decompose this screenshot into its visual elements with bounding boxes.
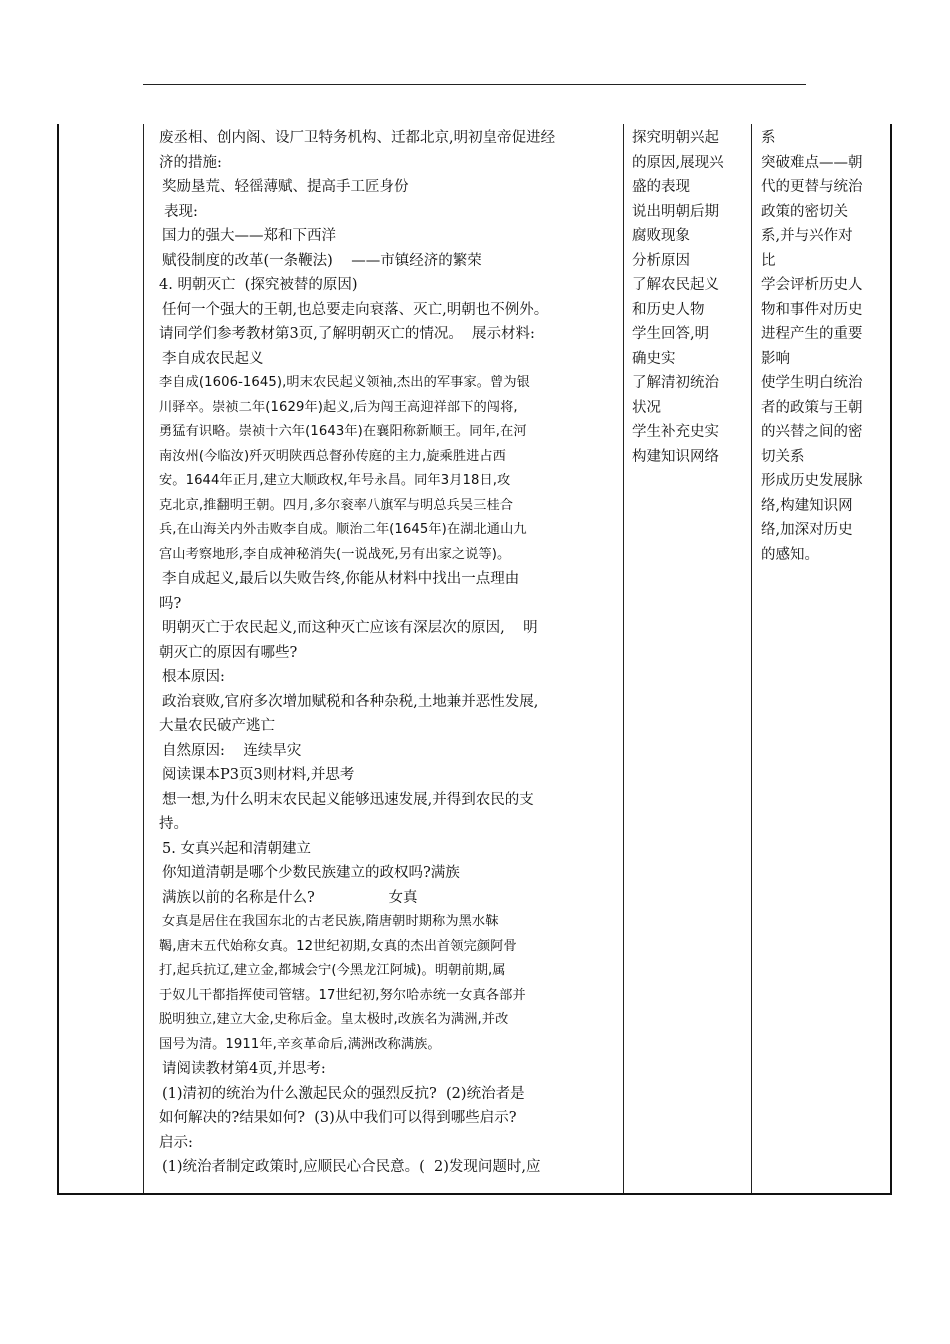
text-line: 李自成起义,最后以失败告终,你能从材料中找出一点理由 xyxy=(162,571,520,587)
text-line: 你知道清朝是哪个少数民族建立的政权吗?满族 xyxy=(162,865,460,881)
material-line: 脱明独立,建立大金,史称后金。皇太极时,改族名为满洲,并改 xyxy=(159,1012,509,1027)
material-line: 安。1644年正月,建立大顺政权,年号永昌。同年3月18日,攻 xyxy=(159,473,511,488)
text-line: 想一想,为什么明末农民起义能够迅速发展,并得到农民的支 xyxy=(162,791,534,808)
goal-line: 物和事件对历史 xyxy=(761,301,863,318)
header-rule xyxy=(143,84,806,85)
material-line: 克北京,推翻明王朝。四月,多尔衮率八旗军与明总兵吴三桂合 xyxy=(159,497,514,513)
goal-line: 代的更替与统治 xyxy=(761,179,863,195)
text-line: 请同学们参考教材第3页,了解明朝灭亡的情况。 展示材料: xyxy=(159,326,535,342)
activity-line: 学生回答,明 xyxy=(632,326,710,342)
goal-line: 突破难点——朝 xyxy=(761,154,863,171)
goal-line: 的感知。 xyxy=(761,546,819,563)
column-divider-1 xyxy=(143,124,144,1195)
text-line: (1)清初的统治为什么激起民众的强烈反抗? (2)统治者是 xyxy=(162,1085,525,1102)
goal-line: 系,并与兴作对 xyxy=(761,228,853,244)
activity-line: 说出明朝后期 xyxy=(632,203,719,220)
goal-line: 形成历史发展脉 xyxy=(761,473,863,489)
text-line: 济的措施: xyxy=(159,154,222,171)
material-line: 打,起兵抗辽,建立金,都城会宁(今黑龙江阿城)。明朝前期,属 xyxy=(159,963,506,978)
goal-line: 络,构建知识网 xyxy=(761,497,853,514)
activity-line: 探究明朝兴起 xyxy=(632,130,719,146)
design-intent-column xyxy=(761,126,886,567)
table-border-bottom xyxy=(57,1193,892,1195)
text-line: 任何一个强大的王朝,也总要走向衰落、灭亡,明朝也不例外。 xyxy=(162,301,549,318)
text-line: 大量农民破产逃亡 xyxy=(159,718,275,734)
text-line: 政治衰败,官府多次增加赋税和各种杂税,土地兼并恶性发展, xyxy=(162,693,539,710)
goal-line: 影响 xyxy=(761,350,790,367)
text-line: 国力的强大——郑和下西洋 xyxy=(162,228,336,244)
text-line: 奖励垦荒、轻徭薄赋、提高手工匠身份 xyxy=(162,179,409,195)
material-line: 勇猛有识略。崇祯十六年(1643年)在襄阳称新顺王。同年,在河 xyxy=(159,424,527,439)
section-heading: 4. 明朝灭亡 (探究被替的原因) xyxy=(159,277,358,293)
activity-line: 腐败现象 xyxy=(632,228,690,244)
text-line: 启示: xyxy=(159,1134,193,1151)
text-line: 根本原因: xyxy=(162,669,225,685)
activity-line: 了解农民起义 xyxy=(632,277,719,293)
text-line: 废丞相、创内阁、设厂卫特务机构、迁都北京,明初皇帝促进经 xyxy=(159,130,556,146)
text-line: 明朝灭亡于农民起义,而这种灭亡应该有深层次的原因, 明 xyxy=(162,620,538,636)
text-line: 自然原因: 连续旱灾 xyxy=(162,742,302,759)
goal-line: 使学生明白统治 xyxy=(761,375,863,391)
goal-line: 络,加深对历史 xyxy=(761,522,853,538)
goal-line: 系 xyxy=(761,130,776,146)
activity-line: 盛的表现 xyxy=(632,179,690,195)
activity-line: 状况 xyxy=(632,399,661,416)
material-line: 于奴儿干都指挥使司管辖。17世纪初,努尔哈赤统一女真各部并 xyxy=(159,987,526,1003)
material-line: 宫山考察地形,李自成神秘消失(一说战死,另有出家之说等)。 xyxy=(159,546,511,562)
activity-line: 了解清初统治 xyxy=(632,375,719,391)
text-line: 吗? xyxy=(159,595,182,612)
activity-line: 分析原因 xyxy=(632,252,690,269)
student-activity-column xyxy=(632,126,747,469)
text-line: (1)统治者制定政策时,应顺民心合民意。( 2)发现问题时,应 xyxy=(162,1159,541,1175)
table-border-right xyxy=(890,124,892,1195)
goal-line: 进程产生的重要 xyxy=(761,326,863,342)
text-line: 持。 xyxy=(159,816,188,832)
material-line: 鞨,唐末五代始称女真。12世纪初期,女真的杰出首领完颜阿骨 xyxy=(159,938,517,954)
text-line: 赋役制度的改革(一条鞭法) ——市镇经济的繁荣 xyxy=(162,252,482,269)
lesson-table xyxy=(57,124,892,1195)
goal-line: 学会评析历史人 xyxy=(761,277,863,293)
text-line: 表现: xyxy=(164,203,198,220)
material-line: 南汝州(今临汝)歼灭明陕西总督孙传庭的主力,旋乘胜进占西 xyxy=(159,448,506,464)
goal-line: 比 xyxy=(761,252,776,269)
text-line: 满族以前的名称是什么? 女真 xyxy=(162,889,418,906)
activity-line: 学生补充史实 xyxy=(632,424,719,440)
text-line: 朝灭亡的原因有哪些? xyxy=(159,644,298,661)
material-title: 李自成农民起义 xyxy=(162,350,264,367)
goal-line: 政策的密切关 xyxy=(761,203,848,220)
teaching-content-column xyxy=(159,126,619,1180)
column-divider-2 xyxy=(623,124,624,1195)
material-line: 李自成(1606-1645),明末农民起义领袖,杰出的军事家。曾为银 xyxy=(159,375,530,390)
material-line: 川驿卒。崇祯二年(1629年)起义,后为闯王高迎祥部下的闯将, xyxy=(159,399,518,415)
activity-line: 确史实 xyxy=(632,350,676,367)
text-line: 阅读课本P3页3则材料,并思考 xyxy=(162,767,355,783)
section-heading: 5. 女真兴起和清朝建立 xyxy=(162,840,311,857)
activity-line: 的原因,展现兴 xyxy=(632,154,724,171)
goal-line: 者的政策与王朝 xyxy=(761,399,863,416)
activity-line: 构建知识网络 xyxy=(632,448,719,465)
material-line: 兵,在山海关内外击败李自成。顺治二年(1645年)在湖北通山九 xyxy=(159,522,527,537)
material-line: 女真是居住在我国东北的古老民族,隋唐朝时期称为黑水靺 xyxy=(162,914,499,929)
material-line: 国号为清。1911年,辛亥革命后,满洲改称满族。 xyxy=(159,1036,441,1052)
table-border-left xyxy=(57,124,59,1195)
goal-line: 的兴替之间的密 xyxy=(761,424,863,440)
goal-line: 切关系 xyxy=(761,448,805,465)
column-divider-3 xyxy=(751,124,752,1195)
text-line: 请阅读教材第4页,并思考: xyxy=(162,1061,326,1077)
activity-line: 和历史人物 xyxy=(632,301,705,318)
text-line: 如何解决的?结果如何? (3)从中我们可以得到哪些启示? xyxy=(159,1110,517,1126)
